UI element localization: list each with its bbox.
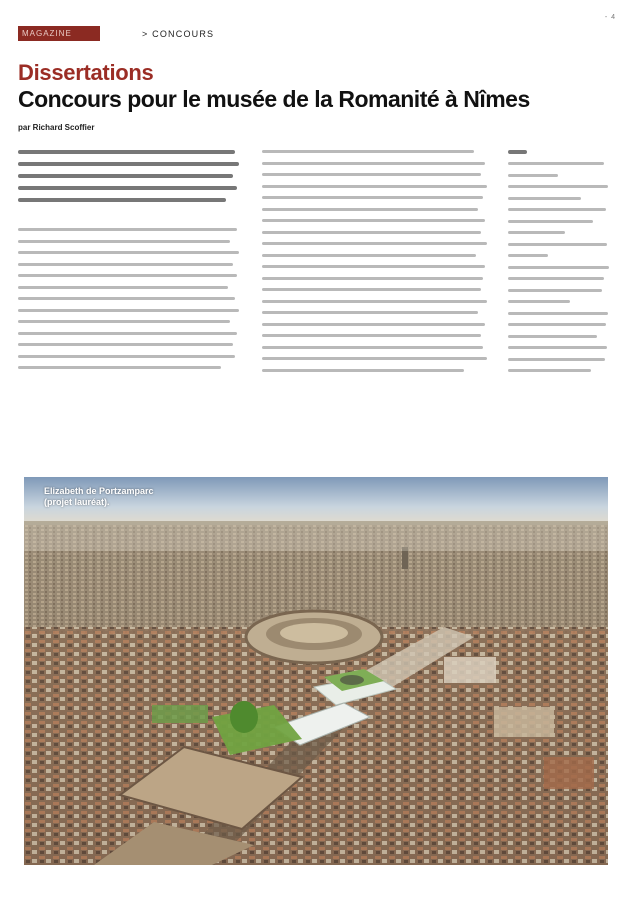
text-column-1: [18, 150, 244, 378]
page-number: - 4: [604, 14, 616, 21]
text-column-2: [262, 150, 492, 380]
breadcrumb: > CONCOURS: [142, 29, 215, 39]
caption-line-1: Elizabeth de Portzamparc: [44, 486, 154, 496]
section-tab: MAGAZINE: [18, 26, 100, 41]
article-title: Concours pour le musée de la Romanité à Nîmes: [18, 86, 530, 112]
photo-caption: [44, 486, 154, 508]
article-kicker: Dissertations: [18, 60, 154, 85]
aerial-photo: [24, 477, 608, 865]
text-column-3: [508, 150, 612, 381]
article-byline: par Richard Scoffier: [18, 123, 95, 132]
caption-line-2: (projet lauréat).: [44, 497, 110, 507]
